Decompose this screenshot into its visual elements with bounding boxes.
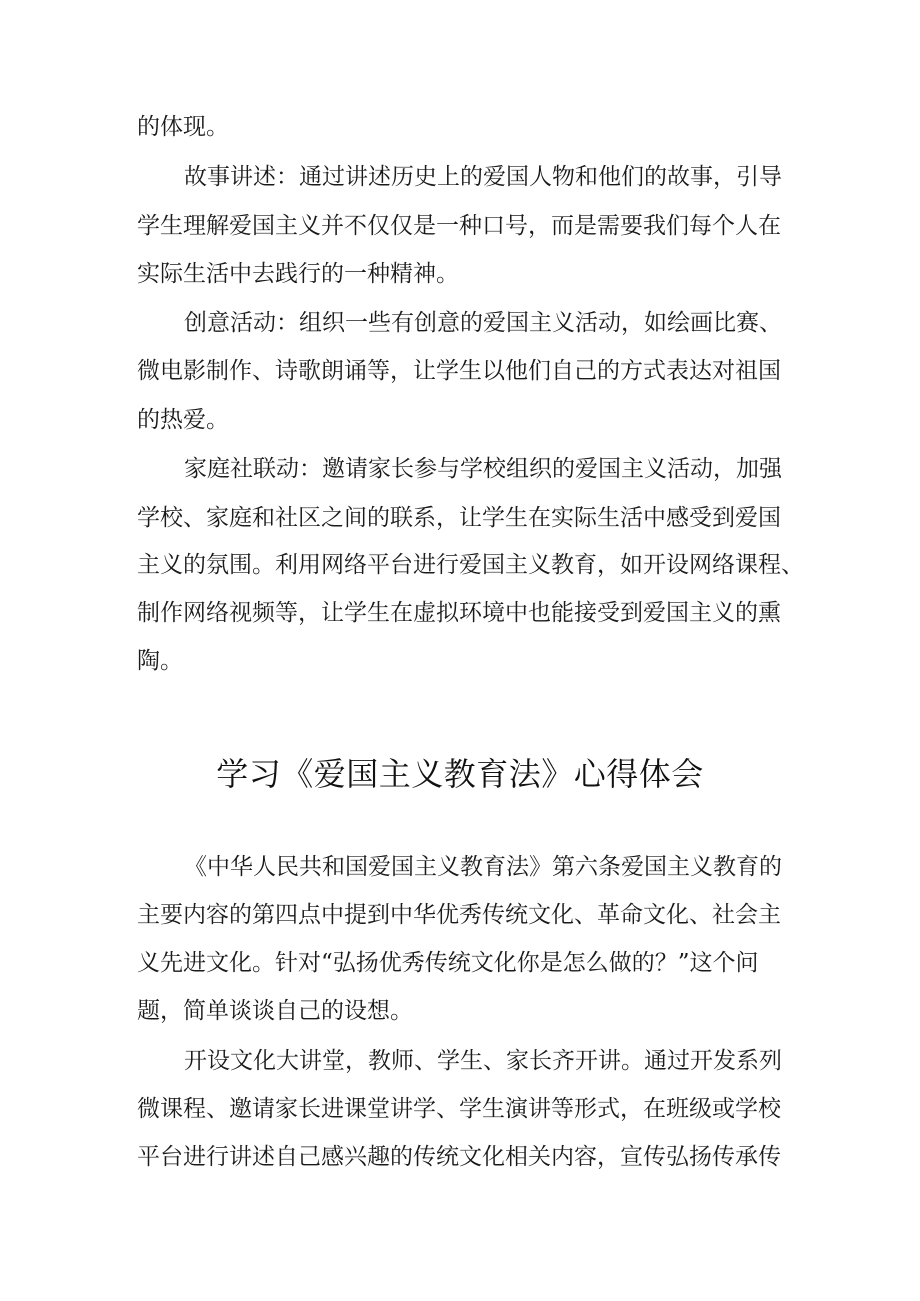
paragraph-line: 家庭社联动：邀请家长参与学校组织的爱国主义活动，加强	[184, 456, 782, 482]
paragraph-line: 学生理解爱国主义并不仅仅是一种口号，而是需要我们每个人在	[137, 213, 781, 239]
paragraph-line: 实际生活中去践行的一种精神。	[137, 261, 459, 287]
paragraph-line: 故事讲述：通过讲述历史上的爱国人物和他们的故事，引导	[184, 164, 782, 190]
document-title: 学习《爱国主义教育法》心得体会	[216, 755, 704, 793]
paragraph-line: 制作网络视频等，让学生在虚拟环境中也能接受到爱国主义的熏	[137, 600, 781, 626]
paragraph-line: 主义的氛围。利用网络平台进行爱国主义教育，如开设网络课程、	[137, 552, 804, 578]
paragraph-line: 学校、家庭和社区之间的联系，让学生在实际生活中感受到爱国	[137, 505, 781, 531]
paragraph-line: 微电影制作、诗歌朗诵等，让学生以他们自己的方式表达对祖国	[137, 358, 781, 384]
paragraph-line: 陶。	[137, 648, 183, 674]
paragraph-line: 微课程、邀请家长进课堂讲学、学生演讲等形式，在班级或学校	[137, 1096, 781, 1122]
paragraph-line: 题，简单谈谈自己的设想。	[137, 998, 413, 1024]
paragraph-line: 平台进行讲述自己感兴趣的传统文化相关内容，宣传弘扬传承传	[137, 1144, 781, 1170]
paragraph-line: 《中华人民共和国爱国主义教育法》第六条爱国主义教育的	[184, 854, 782, 880]
paragraph-line: 主要内容的第四点中提到中华优秀传统文化、革命文化、社会主	[137, 902, 781, 928]
paragraph-line: 义先进文化。针对“弘扬优秀传统文化你是怎么做的？”这个问	[137, 950, 759, 976]
paragraph-line: 的热爱。	[137, 407, 229, 433]
paragraph-line: 开设文化大讲堂，教师、学生、家长齐开讲。通过开发系列	[184, 1048, 782, 1074]
paragraph-line: 的体现。	[137, 114, 229, 140]
paragraph-line: 创意活动：组织一些有创意的爱国主义活动，如绘画比赛、	[184, 310, 782, 336]
